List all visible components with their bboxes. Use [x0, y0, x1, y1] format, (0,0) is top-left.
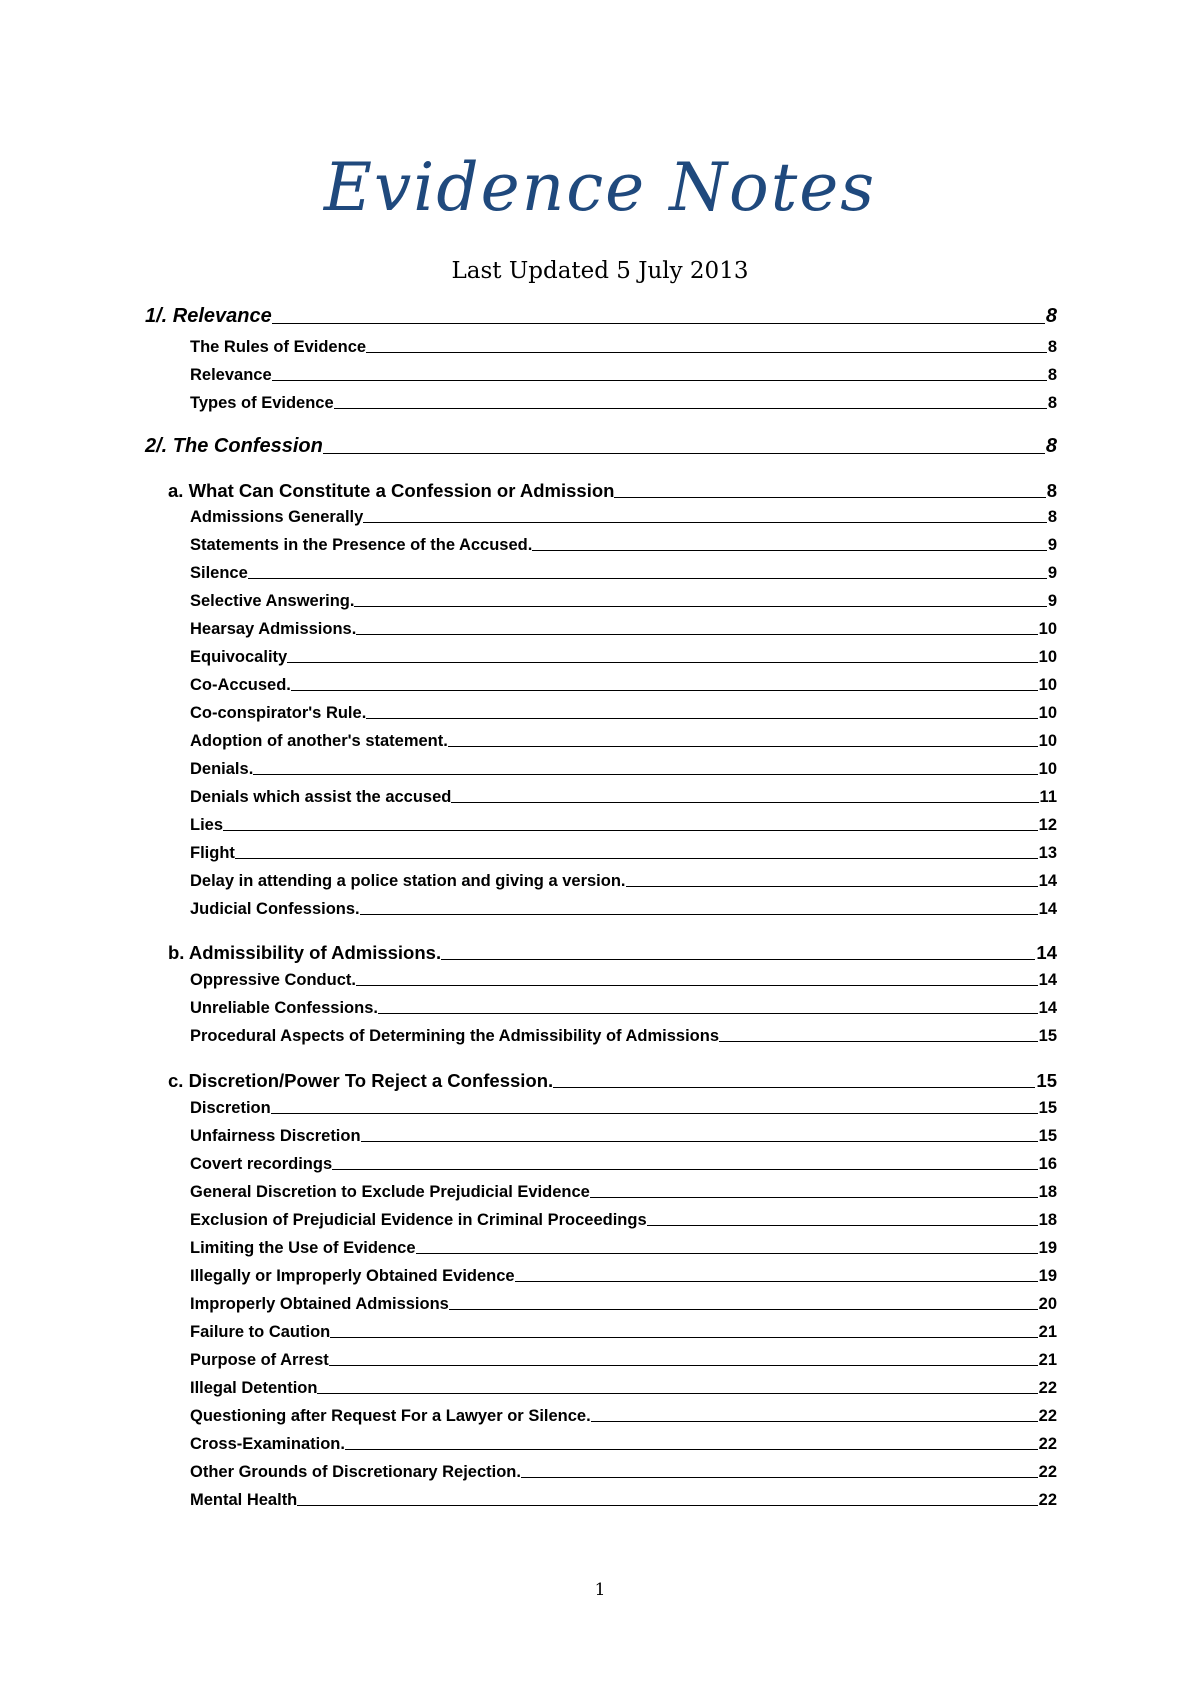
- toc-entry-page: 18: [1038, 1211, 1057, 1229]
- toc-leader-line: [253, 774, 1037, 775]
- toc-leader-line: [248, 578, 1047, 579]
- toc-entry-label: Improperly Obtained Admissions: [190, 1295, 449, 1313]
- toc-entry[interactable]: [190, 503, 1057, 527]
- toc-leader-line: [451, 802, 1038, 803]
- toc-leader-line: [345, 1449, 1038, 1450]
- toc-entry[interactable]: [190, 389, 1057, 413]
- toc-entry-label: a. What Can Constitute a Confession or Admission: [168, 480, 615, 501]
- toc-leader-line: [291, 690, 1038, 691]
- toc-leader-line: [553, 1087, 1035, 1088]
- toc-leader-line: [521, 1477, 1038, 1478]
- toc-entry-label: Selective Answering.: [190, 592, 355, 610]
- toc-entry-label: General Discretion to Exclude Prejudicial Evidence: [190, 1183, 590, 1201]
- toc-entry-label: c. Discretion/Power To Reject a Confession.: [168, 1070, 554, 1091]
- toc-entry-page: 16: [1038, 1155, 1057, 1173]
- toc-entry-label: Admissions Generally: [190, 508, 364, 526]
- toc-entry-label: Judicial Confessions.: [190, 900, 360, 918]
- toc-entry-page: 8: [1045, 435, 1057, 457]
- toc-leader-line: [416, 1253, 1038, 1254]
- toc-leader-line: [272, 380, 1047, 381]
- toc-leader-line: [378, 1013, 1038, 1014]
- toc-entry-page: 10: [1038, 676, 1057, 694]
- toc-leader-line: [271, 1113, 1038, 1114]
- toc-entry[interactable]: [190, 643, 1057, 667]
- toc-entry-label: The Rules of Evidence: [190, 338, 367, 356]
- toc-entry-page: 22: [1038, 1379, 1057, 1397]
- toc-entry-page: 11: [1039, 788, 1057, 806]
- toc-entry-label: Mental Health: [190, 1491, 298, 1509]
- toc-entry-page: 21: [1038, 1351, 1057, 1369]
- toc-entry-page: 10: [1038, 760, 1057, 778]
- toc-entry[interactable]: [190, 755, 1057, 779]
- toc-entry[interactable]: [190, 1150, 1057, 1174]
- toc-leader-line: [363, 522, 1046, 523]
- toc-leader-line: [449, 1309, 1038, 1310]
- toc-leader-line: [366, 718, 1037, 719]
- toc-leader-line: [590, 1197, 1038, 1198]
- toc-entry[interactable]: [190, 1094, 1057, 1118]
- toc-entry-label: b. Admissibility of Admissions.: [168, 942, 442, 963]
- toc-entry-label: Co-Accused.: [190, 676, 291, 694]
- toc-entry-label: Exclusion of Prejudicial Evidence in Criminal Proceedings: [190, 1211, 647, 1229]
- toc-entry[interactable]: [190, 867, 1057, 891]
- toc-entry-label: Cross-Examination.: [190, 1435, 345, 1453]
- toc-entry-page: 21: [1038, 1323, 1057, 1341]
- toc-entry-label: Limiting the Use of Evidence: [190, 1239, 416, 1257]
- toc-entry[interactable]: [190, 671, 1057, 695]
- toc-entry-page: 15: [1036, 1070, 1057, 1091]
- toc-entry-page: 20: [1038, 1295, 1057, 1313]
- toc-entry-page: 14: [1038, 872, 1057, 890]
- toc-entry[interactable]: [190, 727, 1057, 751]
- toc-leader-line: [441, 959, 1035, 960]
- toc-entry-page: 8: [1046, 480, 1057, 501]
- toc-leader-line: [330, 1337, 1037, 1338]
- toc-entry[interactable]: [190, 1458, 1057, 1482]
- toc-leader-line: [719, 1041, 1038, 1042]
- toc-entry[interactable]: [190, 895, 1057, 919]
- toc-leader-line: [287, 662, 1037, 663]
- toc-leader-line: [361, 1141, 1038, 1142]
- toc-entry[interactable]: [190, 839, 1057, 863]
- toc-leader-line: [272, 323, 1045, 324]
- toc-leader-line: [334, 408, 1047, 409]
- toc-entry-label: Oppressive Conduct.: [190, 971, 356, 989]
- toc-entry[interactable]: [190, 1022, 1057, 1046]
- toc-entry-label: Purpose of Arrest: [190, 1351, 329, 1369]
- toc-entry-page: 15: [1038, 1099, 1057, 1117]
- toc-entry-page: 12: [1038, 816, 1057, 834]
- toc-leader-line: [223, 830, 1038, 831]
- toc-entry[interactable]: [190, 1234, 1057, 1258]
- toc-entry[interactable]: [190, 615, 1057, 639]
- toc-entry-label: Types of Evidence: [190, 394, 334, 412]
- toc-entry[interactable]: [190, 1486, 1057, 1510]
- toc-entry-page: 8: [1047, 508, 1057, 526]
- toc-entry-label: Discretion: [190, 1099, 271, 1117]
- toc-entry-label: Adoption of another's statement.: [190, 732, 448, 750]
- toc-entry[interactable]: [145, 302, 1057, 328]
- toc-entry[interactable]: [190, 333, 1057, 357]
- toc-entry[interactable]: [190, 559, 1057, 583]
- toc-leader-line: [614, 497, 1045, 498]
- toc-entry-page: 9: [1047, 564, 1057, 582]
- toc-entry[interactable]: [190, 1318, 1057, 1342]
- toc-entry[interactable]: [190, 1402, 1057, 1426]
- toc-entry-page: 19: [1038, 1267, 1057, 1285]
- toc-entry-label: Flight: [190, 844, 235, 862]
- toc-entry[interactable]: [168, 476, 1057, 502]
- toc-entry-label: Illegal Detention: [190, 1379, 318, 1397]
- toc-leader-line: [356, 985, 1038, 986]
- toc-entry-label: Unreliable Confessions.: [190, 999, 378, 1017]
- toc-leader-line: [626, 886, 1038, 887]
- toc-entry[interactable]: [190, 1262, 1057, 1286]
- toc-leader-line: [448, 746, 1038, 747]
- toc-entry-label: Equivocality: [190, 648, 288, 666]
- toc-entry-page: 10: [1038, 704, 1057, 722]
- toc-entry[interactable]: [190, 1374, 1057, 1398]
- toc-entry-label: Relevance: [190, 366, 272, 384]
- toc-leader-line: [235, 858, 1038, 859]
- toc-leader-line: [647, 1225, 1038, 1226]
- toc-entry-page: 10: [1038, 648, 1057, 666]
- toc-entry-label: Denials which assist the accused: [190, 788, 452, 806]
- toc-leader-line: [297, 1505, 1037, 1506]
- toc-leader-line: [356, 634, 1037, 635]
- toc-entry-label: 1/. Relevance: [145, 305, 272, 327]
- toc-entry-page: 9: [1047, 536, 1057, 554]
- toc-entry[interactable]: [145, 432, 1057, 458]
- toc-entry-page: 10: [1038, 732, 1057, 750]
- toc-entry[interactable]: [190, 1122, 1057, 1146]
- toc-entry-page: 18: [1038, 1183, 1057, 1201]
- toc-entry-page: 15: [1038, 1127, 1057, 1145]
- toc-entry-page: 9: [1047, 592, 1057, 610]
- toc-entry[interactable]: [190, 1290, 1057, 1314]
- toc-entry-page: 22: [1038, 1435, 1057, 1453]
- toc-entry-label: Unfairness Discretion: [190, 1127, 361, 1145]
- toc-leader-line: [329, 1365, 1038, 1366]
- toc-entry-label: Covert recordings: [190, 1155, 333, 1173]
- toc-entry[interactable]: [190, 1430, 1057, 1454]
- toc-entry-page: 14: [1038, 900, 1057, 918]
- toc-entry-page: 14: [1036, 942, 1057, 963]
- toc-entry-page: 22: [1038, 1463, 1057, 1481]
- toc-entry-label: Other Grounds of Discretionary Rejection.: [190, 1463, 521, 1481]
- toc-entry-label: Statements in the Presence of the Accused.: [190, 536, 533, 554]
- toc-leader-line: [317, 1393, 1037, 1394]
- toc-entry-page: 14: [1038, 999, 1057, 1017]
- toc-entry-page: 22: [1038, 1491, 1057, 1509]
- toc-leader-line: [515, 1281, 1038, 1282]
- toc-entry[interactable]: [190, 966, 1057, 990]
- toc-entry-label: Denials.: [190, 760, 254, 778]
- toc-leader-line: [366, 352, 1047, 353]
- toc-entry[interactable]: [190, 1346, 1057, 1370]
- toc-leader-line: [360, 914, 1038, 915]
- toc-entry-label: Illegally or Improperly Obtained Evidence: [190, 1267, 515, 1285]
- toc-entry-label: Hearsay Admissions.: [190, 620, 357, 638]
- toc-entry-page: 8: [1047, 366, 1057, 384]
- toc-entry-page: 14: [1038, 971, 1057, 989]
- toc-entry[interactable]: [190, 783, 1057, 807]
- toc-entry-label: Procedural Aspects of Determining the Admissibility of Admissions: [190, 1027, 720, 1045]
- toc-entry-label: Failure to Caution: [190, 1323, 331, 1341]
- toc-entry[interactable]: [168, 938, 1057, 964]
- toc-leader-line: [532, 550, 1046, 551]
- document-subtitle: Last Updated 5 July 2013: [451, 258, 749, 284]
- toc-entry-label: Questioning after Request For a Lawyer or Silence.: [190, 1407, 591, 1425]
- toc-entry-page: 15: [1038, 1027, 1057, 1045]
- toc-entry[interactable]: [190, 1206, 1057, 1230]
- toc-entry-page: 22: [1038, 1407, 1057, 1425]
- toc-leader-line: [354, 606, 1046, 607]
- toc-entry-page: 8: [1047, 338, 1057, 356]
- toc-entry-page: 8: [1047, 394, 1057, 412]
- toc-leader-line: [591, 1421, 1038, 1422]
- toc-entry-page: 13: [1038, 844, 1057, 862]
- toc-entry-page: 19: [1038, 1239, 1057, 1257]
- toc-leader-line: [332, 1169, 1038, 1170]
- toc-entry[interactable]: [190, 531, 1057, 555]
- toc-entry[interactable]: [190, 699, 1057, 723]
- toc-leader-line: [323, 453, 1045, 454]
- toc-entry-label: Delay in attending a police station and giving a version.: [190, 872, 626, 890]
- toc-entry[interactable]: [190, 994, 1057, 1018]
- toc-entry[interactable]: [190, 361, 1057, 385]
- document-title: Evidence Notes: [323, 149, 877, 226]
- toc-entry[interactable]: [190, 811, 1057, 835]
- toc-entry-label: Lies: [190, 816, 224, 834]
- page-number: 1: [594, 1580, 606, 1600]
- toc-entry[interactable]: [190, 587, 1057, 611]
- toc-entry[interactable]: [168, 1066, 1057, 1092]
- toc-entry-page: 10: [1038, 620, 1057, 638]
- toc-entry-label: Co-conspirator's Rule.: [190, 704, 367, 722]
- toc-entry-label: Silence: [190, 564, 248, 582]
- toc-entry-label: 2/. The Confession: [145, 435, 323, 457]
- toc-entry[interactable]: [190, 1178, 1057, 1202]
- toc-entry-page: 8: [1045, 305, 1057, 327]
